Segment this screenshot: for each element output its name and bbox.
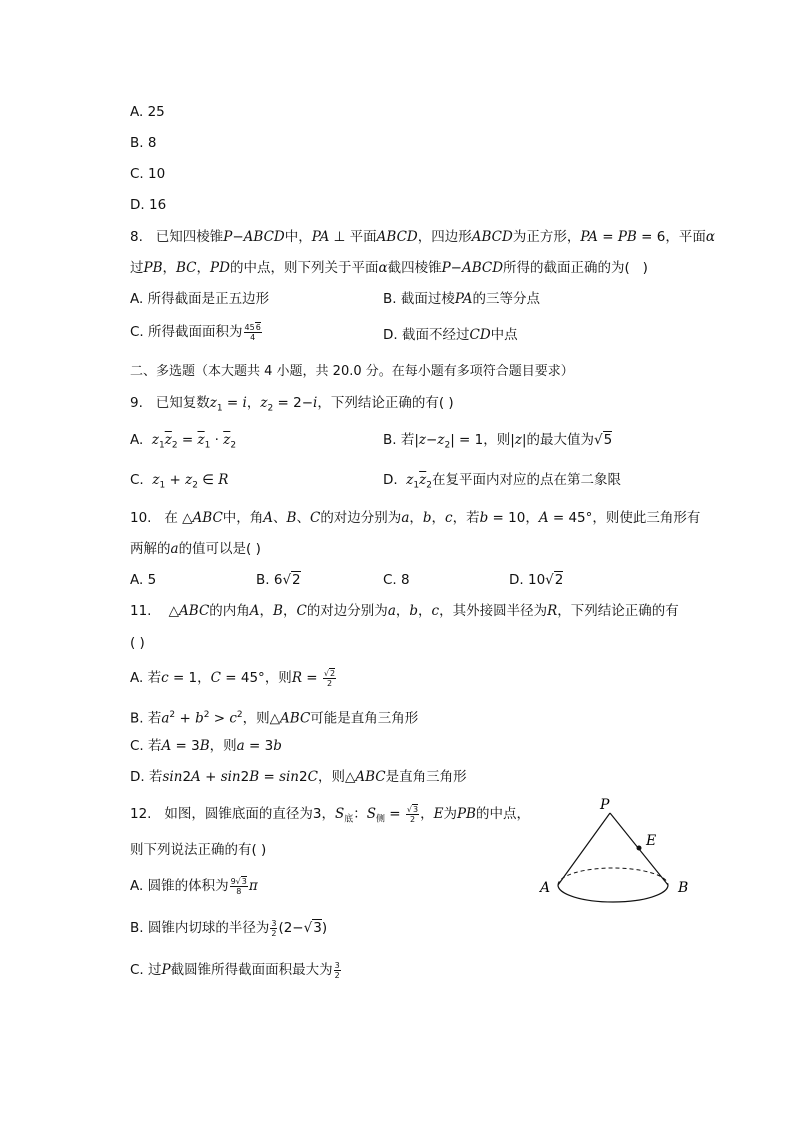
q7-option-d: D. 16: [130, 197, 167, 213]
cone-base-front: [558, 885, 668, 902]
point-e-dot: [637, 846, 642, 851]
label-a: A: [540, 880, 551, 896]
q8-option-a: A. 所得截面是正五边形: [130, 291, 270, 307]
q9-option-d: D. $z_1\overline{z}_2$在复平面内对应的点在第二象限: [383, 472, 621, 491]
q10-stem-line1: 10. 在 △ABC中，角A、B、C的对边分别为a，b，c，若b = 10，A = 45°，则使此三角形有: [130, 510, 701, 526]
q10-stem-line2: 两解的a的值可以是( ): [130, 541, 261, 557]
cone-figure: [530, 795, 710, 915]
q9-option-b: B. 若$|z-z_2| = 1$，则|z|的最大值为√5: [383, 432, 613, 451]
q8-option-b: B. 截面过棱PA的三等分点: [383, 291, 540, 307]
q11-stem-line2: ( ): [130, 635, 145, 651]
q7-option-a: A. 25: [130, 104, 165, 120]
q12-stem-line2: 则下列说法正确的有( ): [130, 842, 267, 858]
q10-option-d: D. 10√2: [509, 572, 564, 588]
q10-option-b: B. 6√2: [256, 572, 301, 588]
q8-stem-line2: 过PB，BC，PD的中点，则下列关于平面α截四棱锥P−ABCD所得的截面正确的为( ): [130, 260, 648, 276]
q12-option-a: A. 圆锥的体积为 $\frac{9√3}{8}$ π: [130, 876, 258, 896]
section-header-multi-choice: 二、多选题（本大题共 4 小题，共 20.0 分。在每小题有多项符合题目要求）: [130, 364, 574, 379]
q8-option-c: C. 所得截面面积为 $\frac{456}{4}$: [130, 322, 261, 342]
q10-option-c: C. 8: [383, 572, 410, 588]
q7-option-c: C. 10: [130, 166, 166, 182]
q8-stem-line1: 8. 已知四棱锥P−ABCD中，PA ⊥ 平面ABCD，四边形ABCD为正方形，PA = PB = 6，平面α: [130, 229, 715, 245]
q12-option-c: C. 过P截圆锥所得截面面积最大为 $\frac{3}{2}$: [130, 960, 340, 980]
q10-option-a: A. 5: [130, 572, 157, 588]
label-e: E: [646, 833, 657, 849]
q9-stem: 9. 已知复数$z_1 = i$，$z_2 = 2-i$，下列结论正确的有( ): [130, 395, 454, 414]
q11-option-c: C. 若A = 3B，则a = 3b: [130, 738, 282, 754]
cone-base-back: [558, 868, 668, 885]
q11-option-b: B. 若$a^2 + b^2 > c^2$，则△ABC可能是直角三角形: [130, 710, 419, 727]
q11-option-d: D. 若sin2A + sin2B = sin2C，则△ABC是直角三角形: [130, 769, 467, 785]
q9-option-c: C. $z_1 + z_2$ ∈ R: [130, 472, 229, 491]
q11-option-a: A. 若c = 1，C = 45°，则R = $\frac{√2}{2}$: [130, 668, 336, 688]
q12-option-b: B. 圆锥内切球的半径为 $\frac{3}{2}$ (2−√3): [130, 918, 328, 938]
q8-number: 8.: [130, 229, 143, 245]
q11-stem-line1: 11. △ABC的内角A，B，C的对边分别为a，b，c，其外接圆半径为R，下列结论正确的有: [130, 603, 679, 619]
label-b: B: [678, 880, 689, 896]
q7-option-b: B. 8: [130, 135, 157, 151]
q12-stem-line1: 12. 如图，圆锥底面的直径为3，$S_底$：$S_侧$ = $\frac{√3}{2}$ ，E为PB的中点，: [130, 804, 530, 825]
q8-option-d: D. 截面不经过CD中点: [383, 327, 518, 343]
label-p: P: [600, 797, 610, 813]
cone-edge-pa: [558, 813, 610, 885]
q9-option-a: A. $z_1\overline{z}_2 = \overline{z}_1 \cdot \overline{z}_2$: [130, 432, 237, 451]
